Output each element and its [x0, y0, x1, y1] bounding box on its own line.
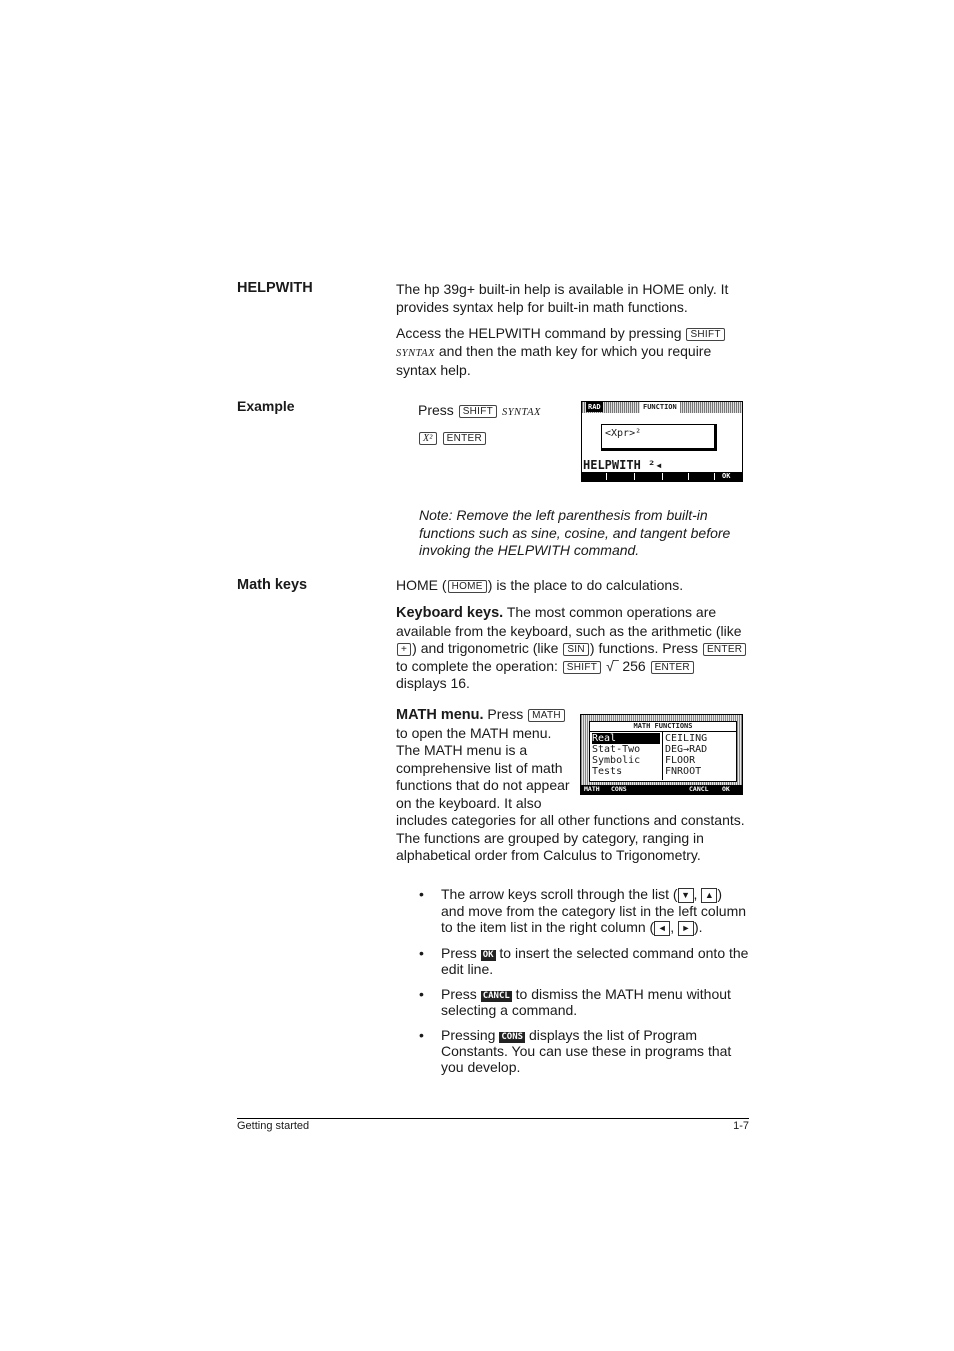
math-menu-para-right: includes categories for all other functions and constants. The functions are grouped by category, ranging in alphabetical order from Calculus to Trigonometry.: [396, 812, 745, 864]
ok-softkey-icon: OK: [482, 950, 494, 960]
list-item: • The arrow keys scroll through the list ( ▼ , ▲ ) and move from the category list in the left column to the item list in the right column ( ◄ , ► ).: [419, 886, 749, 936]
calculator-screen-math-menu: [580, 714, 743, 795]
syntax-field: <Xpr>²: [601, 424, 717, 451]
cancel-softkey-icon: CANCL: [482, 991, 510, 1001]
softkey-bar: [582, 472, 742, 481]
list-item: • Press CANCL to dismiss the MATH menu without selecting a command.: [419, 986, 749, 1018]
section-heading-math-keys: Math keys: [237, 577, 308, 593]
list-item: Real: [592, 733, 660, 744]
list-item: FLOOR: [665, 755, 696, 766]
sin-key: SIN: [563, 643, 589, 656]
list-item: Symbolic: [592, 755, 641, 766]
enter-key: ENTER: [703, 643, 746, 656]
helpwith-body: [396, 281, 748, 380]
softkey-cons: CONS: [611, 785, 627, 793]
softkey-math: MATH: [584, 785, 600, 793]
sqrt-symbol: √‾: [606, 657, 619, 674]
footer-rule: [237, 1118, 749, 1119]
calculator-screen-helpwith: [581, 401, 743, 482]
dialog-title: MATH FUNCTIONS: [590, 722, 736, 732]
syntax-label: SYNTAX: [396, 347, 435, 359]
footer-chapter: Getting started: [237, 1120, 310, 1132]
syntax-label: SYNTAX: [501, 407, 541, 418]
list-item: DEG→RAD: [665, 744, 708, 755]
shift-key: SHIFT: [459, 405, 497, 418]
list-item: Stat-Two: [592, 744, 641, 755]
section-heading-helpwith: HELPWITH: [237, 280, 313, 296]
softkey-ok: OK: [722, 472, 731, 480]
arrow-right-icon: ►: [678, 921, 694, 936]
home-key: HOME: [448, 580, 487, 593]
math-keys-home: HOME ( HOME ) is the place to do calculations.: [396, 577, 684, 593]
page-number: 1-7: [733, 1120, 749, 1132]
shift-key: SHIFT: [563, 661, 601, 674]
math-menu-bullets: [419, 886, 749, 1084]
math-menu-para-left: MATH menu. Press MATH to open the MATH menu. The MATH menu is a comprehensive list of math functions that do not appear on the keyboard. It also: [396, 706, 570, 811]
edit-line: HELPWITH ²◂: [583, 458, 663, 472]
list-item: • Press OK to insert the selected command onto the edit line.: [419, 945, 749, 977]
example-note: Note: Remove the left parenthesis from built-in functions such as sine, cosine, and tangent before invoking the HELPWITH command.: [419, 507, 731, 559]
list-item: Tests: [592, 766, 623, 777]
screen-title-bar: [582, 402, 742, 413]
math-functions-dialog: [589, 721, 737, 782]
enter-key: ENTER: [443, 432, 486, 445]
x-squared-key: X²: [419, 432, 437, 445]
keyboard-keys-para: Keyboard keys. The most common operations are available from the keyboard, such as the arithmetic (like + ) and trigonometric (like SIN ) functions. Press ENTER to complete the operation: SHIFT √‾ 256 ENTER displays 16.: [396, 604, 748, 693]
arrow-up-icon: ▲: [701, 888, 717, 903]
helpwith-para2: Access the HELPWITH command by pressing SHIFT SYNTAX and then the math key for which you require syntax help.: [396, 325, 748, 380]
arrow-left-icon: ◄: [654, 921, 670, 936]
section-heading-example: Example: [237, 398, 295, 414]
softkey-cancl: CANCL: [689, 785, 709, 793]
softkey-bar: [581, 785, 742, 794]
arrow-down-icon: ▼: [678, 888, 694, 903]
helpwith-para1: The hp 39g+ built-in help is available in HOME only. It provides syntax help for built-in math functions.: [396, 281, 729, 315]
shift-key: SHIFT: [686, 328, 724, 341]
cons-softkey-icon: CONS: [501, 1032, 524, 1042]
screen-title: FUNCTION: [640, 402, 680, 413]
category-list: [592, 733, 660, 777]
example-keystrokes: Press SHIFT SYNTAX X² ENTER: [418, 402, 541, 444]
enter-key: ENTER: [651, 661, 694, 674]
list-item: CEILING: [665, 733, 708, 744]
function-list: [665, 733, 735, 777]
list-item: • Pressing CONS displays the list of Program Constants. You can use these in programs that you develop.: [419, 1027, 749, 1075]
plus-key: +: [397, 643, 411, 656]
list-item: FNROOT: [665, 766, 702, 777]
math-key: MATH: [528, 709, 565, 722]
mode-indicator: RAD: [588, 403, 601, 411]
softkey-ok: OK: [722, 785, 730, 793]
